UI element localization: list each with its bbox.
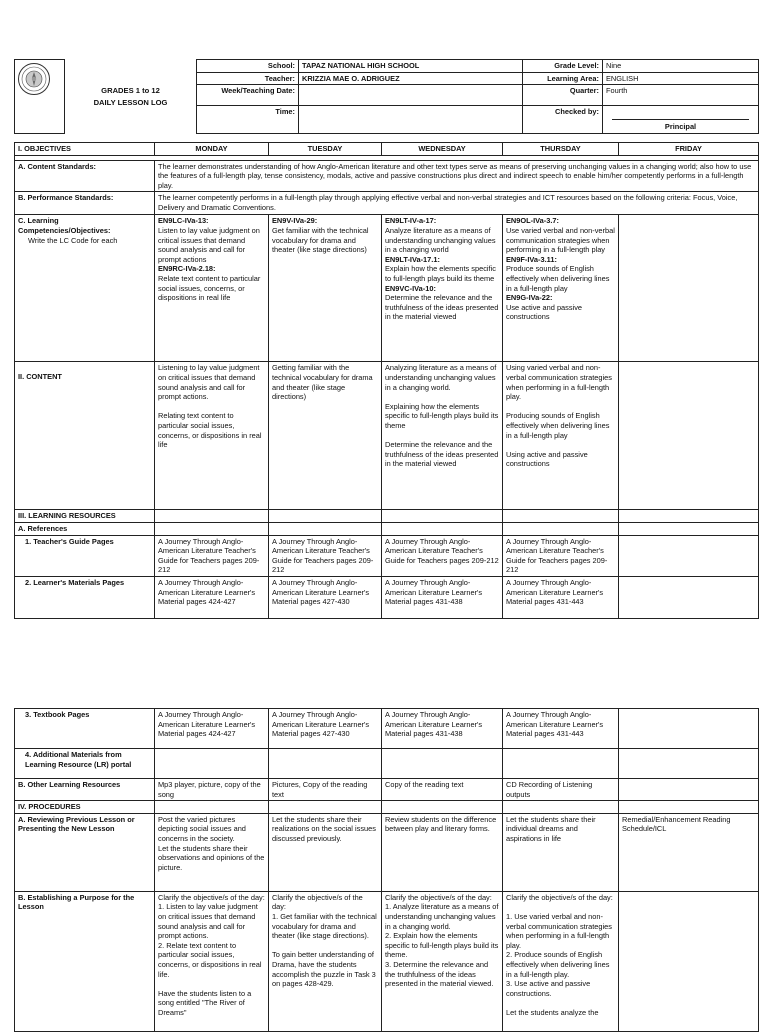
area-value: ENGLISH bbox=[603, 72, 759, 85]
competencies-label: C. Learning Competencies/Objectives: bbox=[18, 216, 111, 235]
textbook-tuesday: A Journey Through Anglo-American Literature Learner's Material pages 427-430 bbox=[269, 709, 382, 749]
checked-label: Checked by: bbox=[523, 106, 603, 134]
teachers-guide-tuesday: A Journey Through Anglo-American Literature Teacher's Guide for Teachers pages 209-212 bbox=[269, 535, 382, 576]
procedures-table bbox=[14, 708, 759, 1032]
purpose-monday: Clarify the objective/s of the day: 1. Listen to lay value judgment on critical issues that demand sound analysis and call for prompt actions. 2. Relate text content to particular social issues, concerns, or dispositions in real life. Have the students listen to a song entitled "The River of Dreams" bbox=[155, 891, 269, 1031]
lc-text: Produce sounds of English effectively when delivering lines in a full-length play bbox=[506, 264, 610, 293]
content-label: II. CONTENT bbox=[15, 362, 155, 510]
day-wednesday: WEDNESDAY bbox=[382, 143, 503, 156]
area-label: Learning Area: bbox=[523, 72, 603, 85]
lc-text: Determine the relevance and the truthfulness of the ideas presented in the material viewed bbox=[385, 293, 499, 322]
lc-code: EN9G-IVa-22: bbox=[506, 293, 553, 303]
performance-standards-text: The learner competently performs in a full-length play through applying effective verbal and non-verbal strategies and ICT resources based on the following criteria: Focus, Voice, Delivery and Dramatic Conventions. bbox=[155, 192, 759, 215]
performance-standards-label: B. Performance Standards: bbox=[15, 192, 155, 215]
school-label: School: bbox=[197, 60, 299, 73]
lc-text: Relate text content to particular social issues, concerns, or dispositions in real life bbox=[158, 273, 261, 303]
learners-materials-thursday: A Journey Through Anglo-American Literature Learner's Material pages 431-443 bbox=[503, 576, 619, 618]
title-line-1: GRADES 1 to 12 bbox=[101, 85, 160, 95]
teachers-guide-label: 1. Teacher's Guide Pages bbox=[15, 535, 155, 576]
lc-code: EN9V-IVa-29: bbox=[272, 216, 318, 226]
purpose-tuesday: Clarify the objective/s of the day: 1. Get familiar with the technical vocabulary for drama and theater (like stage directions). To gain better understanding of Drama, have the students accomplish the puzzle in Task 3 on pages 428-429. bbox=[269, 891, 382, 1031]
day-monday: MONDAY bbox=[155, 143, 269, 156]
competencies-wednesday bbox=[382, 215, 503, 362]
objectives-heading: I. OBJECTIVES bbox=[15, 143, 155, 156]
deped-seal bbox=[15, 60, 65, 134]
content-tuesday: Getting familiar with the technical vocabulary for drama and theater (like stage directions) bbox=[269, 362, 382, 510]
week-value bbox=[299, 85, 523, 106]
review-label: A. Reviewing Previous Lesson or Presenting the New Lesson bbox=[15, 813, 155, 891]
teachers-guide-thursday: A Journey Through Anglo-American Literature Teacher's Guide for Teachers pages 209-212 bbox=[503, 535, 619, 576]
purpose-wednesday: Clarify the objective/s of the day: 1. Analyze literature as a means of understanding unchanging values in a changing world. 2. Explain how the elements specific to full-length plays build its theme. 3. Determine the relevance and the truthfulness of the ideas presented in the material viewed. bbox=[382, 891, 503, 1031]
review-friday: Remedial/Enhancement Reading Schedule/ICL bbox=[619, 813, 759, 891]
lc-text: Use varied verbal and non-verbal communication strategies when performing in a full-length play bbox=[506, 225, 615, 255]
content-friday bbox=[619, 362, 759, 510]
textbook-wednesday: A Journey Through Anglo-American Literature Learner's Material pages 431-438 bbox=[382, 709, 503, 749]
competencies-monday bbox=[155, 215, 269, 362]
lc-code: EN9VC-IVa-10: bbox=[385, 283, 436, 293]
competencies-tuesday bbox=[269, 215, 382, 362]
principal-label: Principal bbox=[664, 121, 697, 131]
week-label: Week/Teaching Date: bbox=[197, 85, 299, 106]
lc-code: EN9F-IVa-3.11: bbox=[506, 254, 557, 264]
teacher-label: Teacher: bbox=[197, 72, 299, 85]
grade-value: Nine bbox=[603, 60, 759, 73]
teachers-guide-monday: A Journey Through Anglo-American Literature Teacher's Guide for Teachers pages 209-212 bbox=[155, 535, 269, 576]
review-tuesday: Let the students share their realizations on the social issues discussed previously. bbox=[269, 813, 382, 891]
learners-materials-monday: A Journey Through Anglo-American Literature Learner's Material pages 424-427 bbox=[155, 576, 269, 618]
procedures-label: IV. PROCEDURES bbox=[15, 801, 155, 814]
teacher-value: KRIZZIA MAE O. ADRIGUEZ bbox=[299, 72, 523, 85]
lc-code: EN9LC-IVa-13: bbox=[158, 216, 209, 226]
additional-materials-label: 4. Additional Materials from Learning Resource (LR) portal bbox=[15, 749, 155, 779]
content-standards-text: The learner demonstrates understanding of how Anglo-American literature and other text types serve as means of preserving unchanging values in a changing world; also how to use the features of a full-length play, tense consistency, modals, active and passive constructions plus direct and indirect speech to enable him/her competently performs in a full-length play. bbox=[155, 160, 759, 192]
teachers-guide-wednesday: A Journey Through Anglo-American Literature Teacher's Guide for Teachers pages 209-212 bbox=[382, 535, 503, 576]
quarter-value: Fourth bbox=[603, 85, 759, 106]
header-table bbox=[14, 59, 759, 134]
content-wednesday: Analyzing literature as a means of understanding unchanging values in a changing world. Explaining how the elements specific to full-length plays build its theme Determine the relevance and the truthfulness of the ideas presented in the material viewed bbox=[382, 362, 503, 510]
quarter-label: Quarter: bbox=[523, 85, 603, 106]
lc-text: Analyze literature as a means of understanding unchanging values in a changing world bbox=[385, 225, 496, 255]
objectives-table bbox=[14, 142, 759, 619]
content-standards-label: A. Content Standards: bbox=[15, 160, 155, 192]
lc-text: Listen to lay value judgment on critical issues that demand sound analysis and call for prompt actions bbox=[158, 225, 260, 264]
time-value bbox=[299, 106, 523, 134]
competencies-label-cell bbox=[15, 215, 155, 362]
review-monday: Post the varied pictures depicting social issues and concerns in the society. Let the students share their observations and opinions of the picture. bbox=[155, 813, 269, 891]
other-resources-monday: Mp3 player, picture, copy of the song bbox=[155, 779, 269, 801]
competencies-thursday bbox=[503, 215, 619, 362]
lc-code: EN9LT-IVa-17.1: bbox=[385, 254, 440, 264]
lc-code: EN9OL-IVa-3.7: bbox=[506, 216, 559, 226]
title-line-2: DAILY LESSON LOG bbox=[93, 97, 168, 107]
content-monday: Listening to lay value judgment on critical issues that demand sound analysis and call for prompt actions. Relating text content to particular social issues, concerns, or dispositions in real life bbox=[155, 362, 269, 510]
other-resources-wednesday: Copy of the reading text bbox=[382, 779, 503, 801]
grade-label: Grade Level: bbox=[523, 60, 603, 73]
school-value: TAPAZ NATIONAL HIGH SCHOOL bbox=[299, 60, 523, 73]
lc-code: EN9RC-IVa-2.18: bbox=[158, 264, 216, 274]
day-friday: FRIDAY bbox=[619, 143, 759, 156]
content-thursday: Using varied verbal and non-verbal communication strategies when performing in a full-length play. Producing sounds of English effectively when delivering lines in a full-length play Using active and passive constructions bbox=[503, 362, 619, 510]
day-thursday: THURSDAY bbox=[503, 143, 619, 156]
day-tuesday: TUESDAY bbox=[269, 143, 382, 156]
log-title bbox=[65, 60, 197, 134]
other-resources-tuesday: Pictures, Copy of the reading text bbox=[269, 779, 382, 801]
lc-text: Get familiar with the technical vocabulary for drama and theater (like stage directions) bbox=[272, 225, 369, 255]
review-wednesday: Review students on the difference between play and literary forms. bbox=[382, 813, 503, 891]
checked-value bbox=[603, 106, 759, 134]
purpose-thursday: Clarify the objective/s of the day: 1. Use varied verbal and non-verbal communication strategies when performing in a full-length play. 2. Produce sounds of English effectively when delivering lines in a full-length play. 3. Use active and passive constructions. Let the students analyze the bbox=[503, 891, 619, 1031]
other-resources-thursday: CD Recording of Listening outputs bbox=[503, 779, 619, 801]
purpose-label: B. Establishing a Purpose for the Lesson bbox=[15, 891, 155, 1031]
seal-icon bbox=[17, 62, 51, 96]
competencies-friday bbox=[619, 215, 759, 362]
lc-text: Explain how the elements specific to full-length plays build its theme bbox=[385, 264, 496, 283]
competencies-sublabel: Write the LC Code for each bbox=[28, 235, 118, 245]
review-thursday: Let the students share their individual dreams and aspirations in life bbox=[503, 813, 619, 891]
textbook-label: 3. Textbook Pages bbox=[15, 709, 155, 749]
learners-materials-tuesday: A Journey Through Anglo-American Literature Learner's Material pages 427-430 bbox=[269, 576, 382, 618]
time-label: Time: bbox=[197, 106, 299, 134]
learners-materials-wednesday: A Journey Through Anglo-American Literature Learner's Material pages 431-438 bbox=[382, 576, 503, 618]
textbook-monday: A Journey Through Anglo-American Literature Learner's Material pages 424-427 bbox=[155, 709, 269, 749]
learners-materials-label: 2. Learner's Materials Pages bbox=[15, 576, 155, 618]
references-label: A. References bbox=[15, 522, 155, 535]
lc-text: Use active and passive constructions bbox=[506, 302, 582, 322]
lc-code: EN9LT-IV-a-17: bbox=[385, 216, 437, 226]
learning-resources-label: III. LEARNING RESOURCES bbox=[15, 510, 155, 523]
textbook-thursday: A Journey Through Anglo-American Literature Learner's Material pages 431-443 bbox=[503, 709, 619, 749]
other-resources-label: B. Other Learning Resources bbox=[15, 779, 155, 801]
